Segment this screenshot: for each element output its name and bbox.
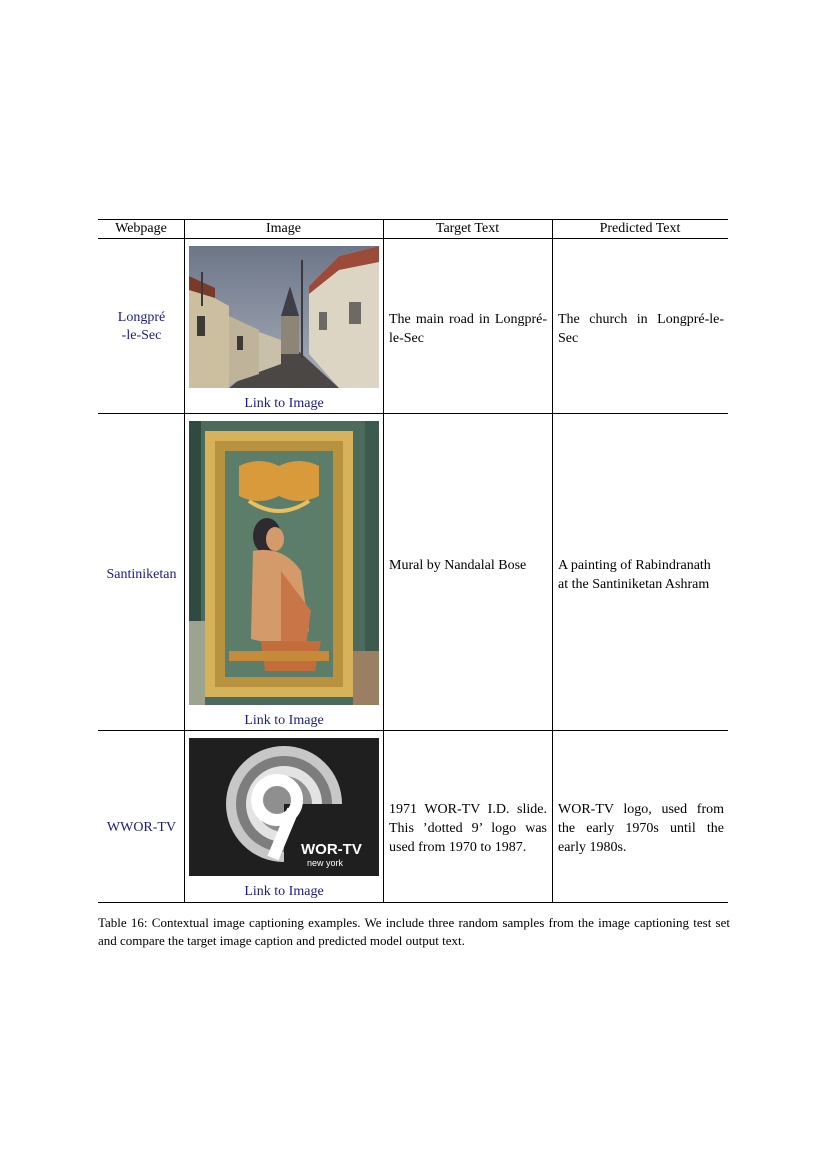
header-webpage: Webpage [115, 221, 167, 236]
predicted-text-row-1: The church in Longpré-le-Sec [558, 312, 724, 346]
header-bottom-rule [98, 238, 728, 239]
wor-tv-logo-image [189, 738, 379, 876]
header-target-text: Target Text [435, 221, 500, 236]
target-text-row-2: Mural by Nandalal Bose [389, 558, 527, 573]
webpage-link-line-1: Longpré [117, 310, 166, 325]
header-predicted-text: Predicted Text [599, 221, 681, 236]
row-1-bottom-rule [98, 413, 728, 414]
image-link-row-1[interactable]: Link to Image [244, 396, 324, 411]
webpage-link-wwor-tv[interactable]: WWOR-TV [106, 820, 177, 835]
wor-tv-logo-subtext: new york [307, 858, 344, 868]
image-link-row-2[interactable]: Link to Image [244, 713, 324, 728]
target-text-row-1: The main road in Longpré-le-Sec [389, 312, 547, 346]
mural-photo [189, 421, 379, 705]
table-caption: Table 16: Contextual image captioning examples. We include three random samples from the image captioning test set and compare the target image caption and predicted model output text. [98, 915, 730, 948]
predicted-text-row-2: A painting of Rabindranath at the Santiniketan Ashram [558, 558, 711, 592]
webpage-link-line-2: -le-Sec [121, 328, 162, 343]
column-rule-1 [184, 219, 185, 902]
table-bottom-rule [98, 902, 728, 903]
webpage-link-longpre[interactable] [99, 309, 184, 345]
image-link-row-3[interactable]: Link to Image [244, 884, 324, 899]
row-2-bottom-rule [98, 730, 728, 731]
predicted-text-row-3: WOR-TV logo, used from the early 1970s until the early 1980s. [558, 802, 724, 855]
header-image: Image [266, 221, 301, 236]
target-text-row-3: 1971 WOR-TV I.D. slide. This ’dotted 9’ logo was used from 1970 to 1987. [389, 802, 547, 855]
webpage-link-santiniketan[interactable]: Santiniketan [106, 567, 177, 582]
village-street-photo [189, 246, 379, 388]
column-rule-3 [552, 219, 553, 902]
column-rule-2 [383, 219, 384, 902]
wor-tv-logo-text: WOR-TV [301, 841, 362, 858]
